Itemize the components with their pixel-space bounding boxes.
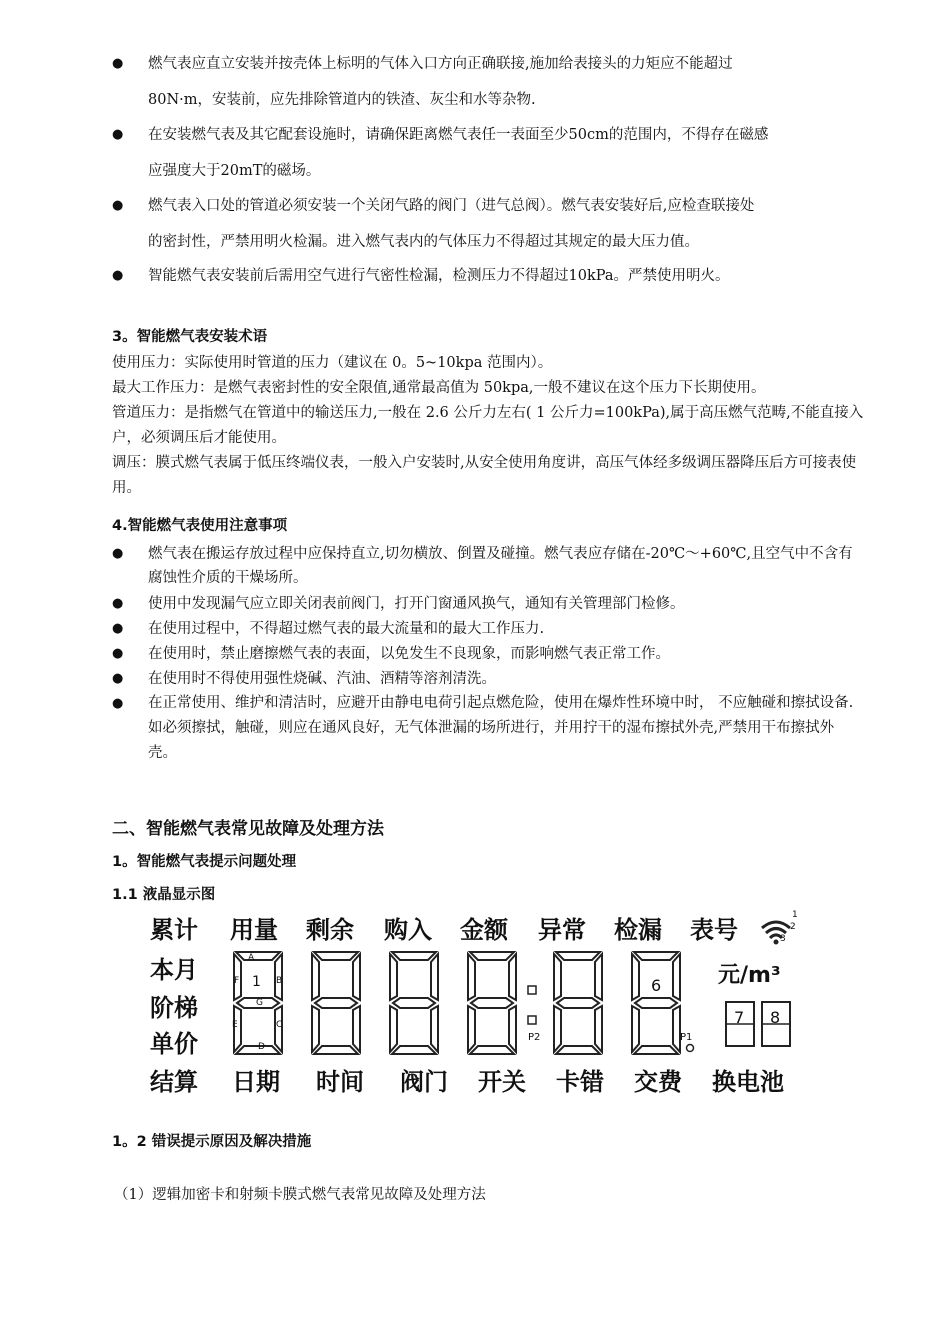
paragraph: 最大工作压力：是燃气表密封性的安全限值,通常最高值为 50kpa,一般不建议在这个压力下长期使用。: [112, 380, 766, 396]
bullet-text: 在使用过程中，不得超过燃气表的最大流量和的最大工作压力.: [148, 621, 545, 637]
bullet-text: 应强度大于20mT的磁场。: [148, 163, 321, 179]
subsection-heading: 1。2 错误提示原因及解决措施: [112, 1134, 312, 1150]
bullet-icon: ●: [112, 596, 124, 611]
paragraph: 调压：膜式燃气表属于低压终端仪表，一般入户安装时,从安全使用角度讲，高压气体经多级调压器降压后方可接表使用。: [112, 455, 857, 496]
bullet-icon: ●: [112, 268, 124, 283]
p1-label: P1: [680, 1032, 693, 1043]
bullet-text: 在正常使用、维护和清洁时，应避开由静电电荷引起点燃危险，使用在爆炸性环境中时， 不应触碰和擦拭设备.如必须擦拭，触碰，则应在通风良好，无气体泄漏的场所进行，并用拧干的湿布擦拭外壳,严禁用干布擦拭外壳。: [148, 695, 854, 761]
bullet-text: 在安装燃气表及其它配套设施时，请确保距离燃气表任一表面至少50cm的范围内，不得存在磁感: [148, 127, 769, 143]
lcd-label: 购入: [384, 916, 432, 944]
bullet-item: [112, 592, 857, 616]
lcd-display-figure: [148, 908, 808, 1098]
segment-letter: E: [232, 1020, 238, 1030]
lcd-label: 开关: [478, 1068, 526, 1096]
bullet-text: 燃气表应直立安装并按壳体上标明的气体入口方向正确联接,施加给表接头的力矩应不能超过: [148, 56, 733, 72]
bullet-text: 在使用时，禁止磨擦燃气表的表面，以免发生不良现象，而影响燃气表正常工作。: [148, 646, 670, 662]
subsection-heading: 1.1 液晶显示图: [112, 887, 216, 903]
segment-letter: B: [276, 976, 283, 986]
segment-letter: G: [256, 998, 263, 1008]
lcd-label: 异常: [538, 916, 586, 944]
lcd-label: 单价: [150, 1030, 198, 1058]
segment-number: 6: [651, 976, 662, 995]
bullet-icon: ●: [112, 621, 124, 636]
signal-digit: 1: [792, 910, 798, 920]
segment-letter: D: [258, 1042, 265, 1052]
bullet-item: [112, 258, 857, 294]
chapter-heading: 二、智能燃气表常见故障及处理方法: [112, 819, 384, 839]
bullet-item: [112, 188, 857, 260]
bullet-item: [112, 617, 857, 641]
bullet-item: [112, 542, 857, 590]
bullet-icon: ●: [112, 198, 124, 213]
segment-letter: F: [234, 976, 240, 986]
lcd-label: 用量: [230, 916, 278, 944]
lcd-label: 交费: [634, 1068, 682, 1096]
bullet-icon: ●: [112, 56, 124, 71]
signal-digit: 3: [780, 934, 786, 944]
lcd-label: 累计: [150, 916, 198, 944]
seven-segment-digits: [228, 950, 708, 1060]
lcd-label: 金额: [460, 916, 508, 944]
bullet-item: [112, 691, 857, 766]
bullet-text: 智能燃气表安装前后需用空气进行气密性检漏，检测压力不得超过10kPa。严禁使用明火。: [148, 268, 730, 284]
segment-number: 1: [252, 974, 261, 990]
lcd-label: 剩余: [306, 916, 354, 944]
bullet-text: 燃气表入口处的管道必须安装一个关闭气路的阀门（进气总阀）。燃气表安装好后,应检查联接处: [148, 198, 755, 214]
bullet-icon: ●: [112, 671, 124, 686]
bullet-icon: ●: [112, 127, 124, 142]
bullet-item: [112, 46, 857, 118]
section-heading: 3。智能燃气表安装术语: [112, 329, 268, 345]
p2-label: P2: [528, 1032, 541, 1043]
signal-digit: 2: [790, 922, 796, 932]
lcd-label: 卡错: [556, 1068, 604, 1096]
lcd-label: 换电池: [712, 1068, 784, 1096]
lcd-label: 结算: [150, 1068, 198, 1096]
bullet-icon: ●: [112, 696, 124, 711]
bullet-text: 使用中发现漏气应立即关闭表前阀门，打开门窗通风换气，通知有关管理部门检修。: [148, 596, 685, 612]
bullet-icon: ●: [112, 546, 124, 561]
lcd-label: 阶梯: [150, 994, 198, 1022]
segment-letter: C: [276, 1020, 283, 1030]
segment-number: 7: [734, 1008, 745, 1027]
bullet-text: 在使用时不得使用强性烧碱、汽油、酒精等溶剂清洗。: [148, 671, 496, 687]
bullet-text: 燃气表在搬运存放过程中应保持直立,切勿横放、倒置及碰撞。燃气表应存储在-20℃～+60℃,且空气中不含有腐蚀性介质的干燥场所。: [148, 546, 853, 586]
lcd-label: 表号: [690, 916, 738, 944]
lcd-label: 阀门: [400, 1068, 448, 1096]
section-heading: 4.智能燃气表使用注意事项: [112, 518, 288, 534]
paragraph: （1）逻辑加密卡和射频卡膜式燃气表常见故障及处理方法: [114, 1187, 486, 1203]
segment-number: 8: [770, 1008, 781, 1027]
bullet-item: [112, 642, 857, 666]
bullet-item: [112, 117, 857, 189]
bullet-icon: ●: [112, 646, 124, 661]
segment-letter: A: [248, 953, 255, 963]
bullet-item: [112, 667, 857, 691]
bullet-text: 80N·m，安装前，应先排除管道内的铁渣、灰尘和水等杂物.: [148, 92, 536, 108]
paragraph: 使用压力：实际使用时管道的压力（建议在 0。5~10kpa 范围内）。: [112, 355, 553, 371]
subsection-heading: 1。智能燃气表提示问题处理: [112, 854, 297, 870]
lcd-label: 时间: [316, 1068, 364, 1096]
lcd-label: 检漏: [614, 916, 662, 944]
lcd-label: 日期: [232, 1068, 280, 1096]
unit-label: 元/m³: [718, 963, 781, 988]
bullet-text: 的密封性，严禁用明火检漏。进入燃气表内的气体压力不得超过其规定的最大压力值。: [148, 234, 699, 250]
paragraph: 管道压力：是指燃气在管道中的输送压力,一般在 2.6 公斤力左右( 1 公斤力=100kPa),属于高压燃气范畴,不能直接入户，必须调压后才能使用。: [112, 405, 864, 446]
lcd-label: 本月: [150, 956, 198, 984]
